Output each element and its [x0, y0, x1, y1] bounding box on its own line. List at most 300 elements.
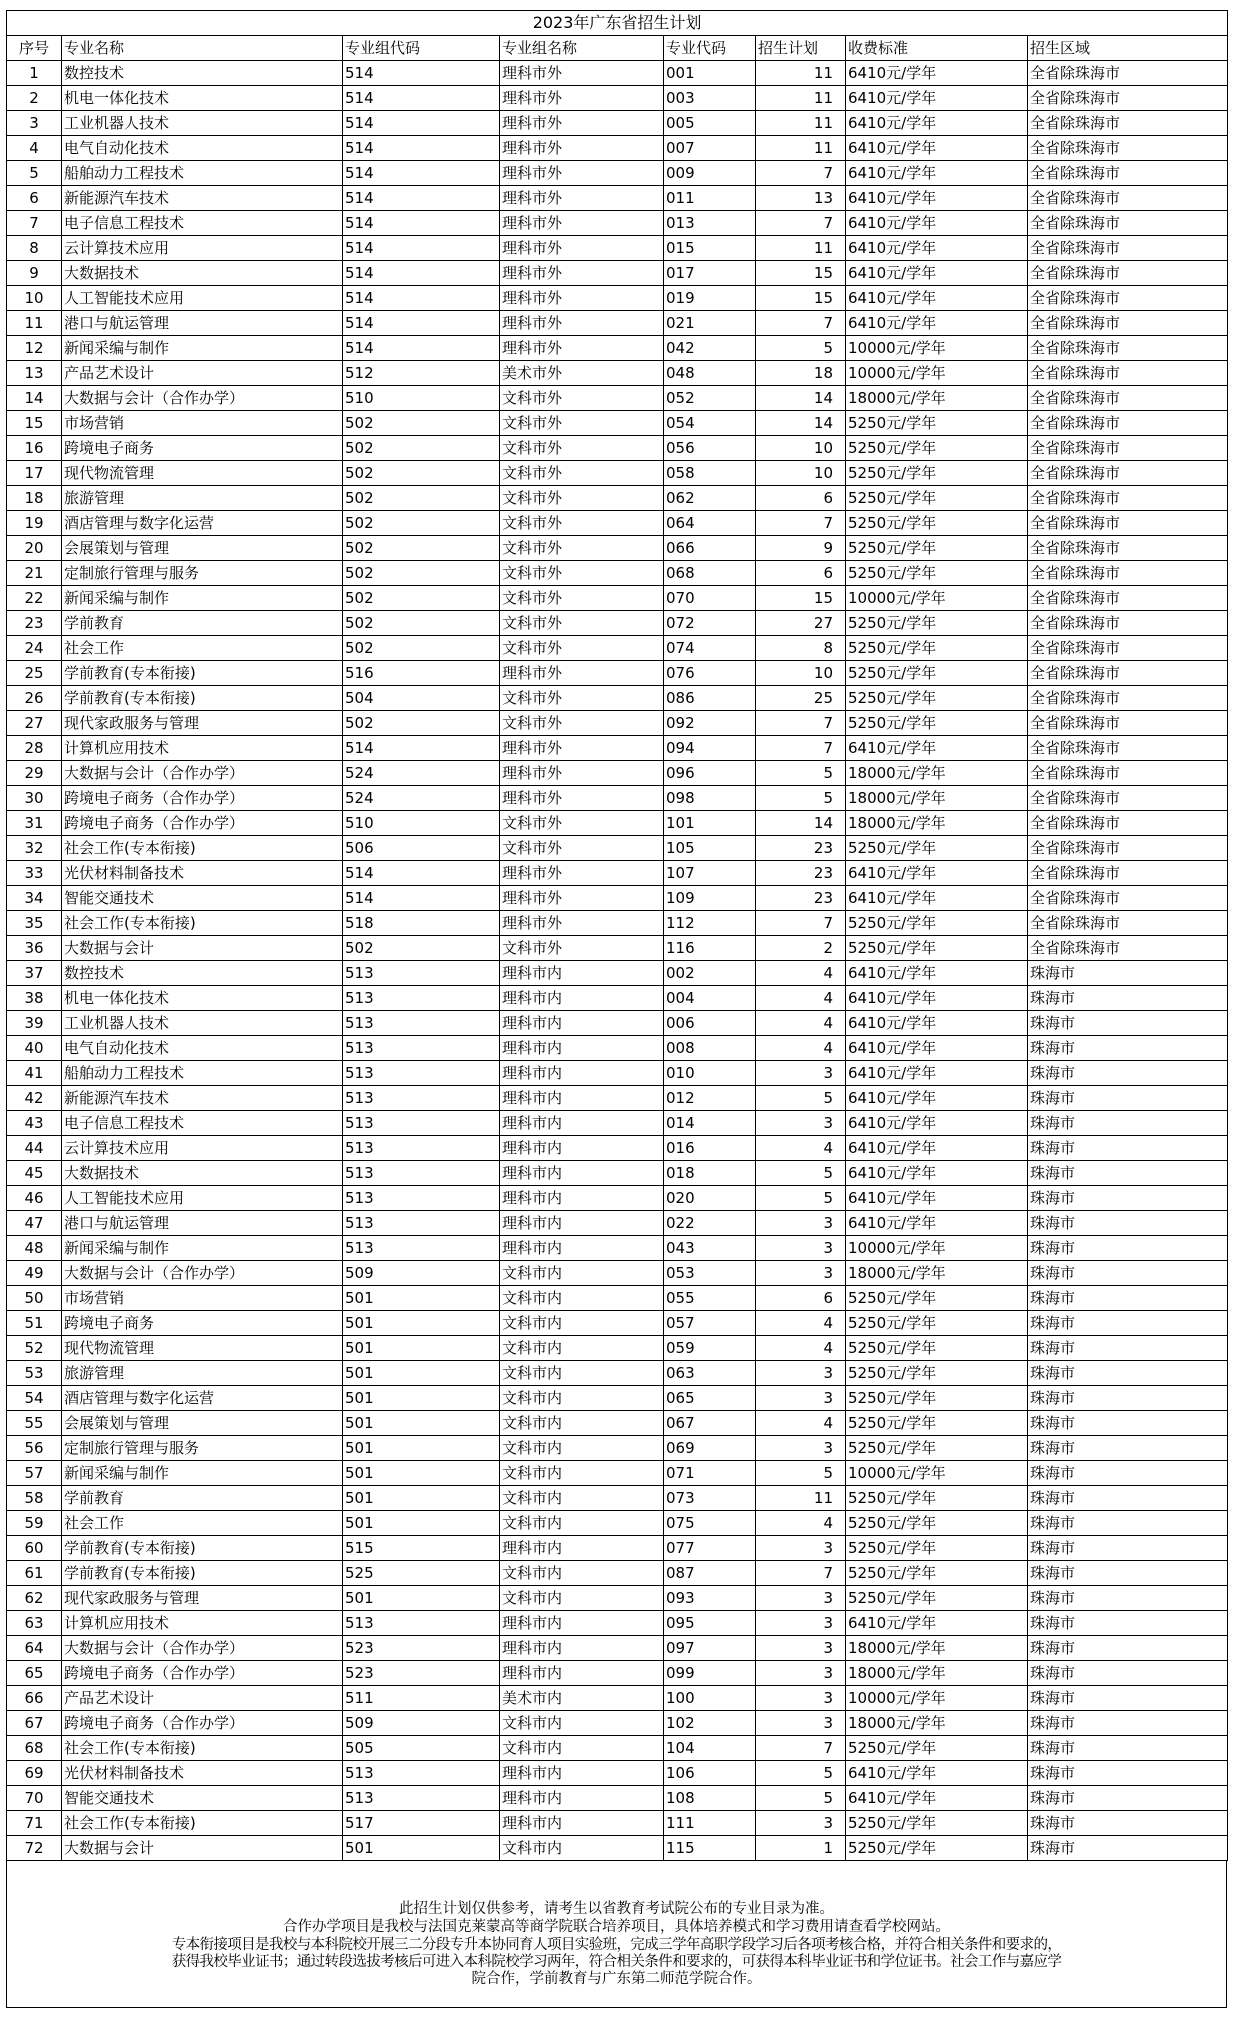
- cell-fee: 5250元/学年: [846, 461, 1028, 486]
- cell-index: 65: [7, 1661, 62, 1686]
- cell-index: 72: [7, 1836, 62, 1861]
- cell-group-code: 502: [343, 436, 500, 461]
- cell-group-code: 514: [343, 61, 500, 86]
- cell-major-code: 012: [664, 1086, 756, 1111]
- cell-group-code: 513: [343, 1761, 500, 1786]
- cell-major-code: 100: [664, 1686, 756, 1711]
- table-row: [7, 1236, 1228, 1261]
- cell-index: 38: [7, 986, 62, 1011]
- table-row: [7, 286, 1228, 311]
- cell-fee: 5250元/学年: [846, 836, 1028, 861]
- header-row: [7, 36, 1228, 61]
- cell-group-code: 501: [343, 1386, 500, 1411]
- cell-plan-count: 5: [756, 1161, 846, 1186]
- cell-group-code: 514: [343, 336, 500, 361]
- header-major-name: 专业名称: [62, 36, 343, 61]
- cell-plan-count: 3: [756, 1211, 846, 1236]
- cell-group-name: 理科市外: [500, 261, 664, 286]
- cell-major-code: 052: [664, 386, 756, 411]
- table-row: [7, 1811, 1228, 1836]
- cell-group-name: 文科市外: [500, 511, 664, 536]
- cell-major-code: 066: [664, 536, 756, 561]
- table-row: [7, 736, 1228, 761]
- enrollment-plan-sheet: [6, 10, 1227, 2008]
- cell-region: 珠海市: [1028, 1086, 1228, 1111]
- cell-fee: 6410元/学年: [846, 1611, 1028, 1636]
- cell-index: 19: [7, 511, 62, 536]
- table-row: [7, 1186, 1228, 1211]
- cell-index: 12: [7, 336, 62, 361]
- cell-major-code: 105: [664, 836, 756, 861]
- cell-fee: 6410元/学年: [846, 1186, 1028, 1211]
- cell-group-name: 文科市外: [500, 711, 664, 736]
- cell-major-code: 063: [664, 1361, 756, 1386]
- cell-region: 珠海市: [1028, 1311, 1228, 1336]
- cell-group-code: 514: [343, 186, 500, 211]
- cell-fee: 5250元/学年: [846, 911, 1028, 936]
- cell-group-name: 文科市内: [500, 1486, 664, 1511]
- cell-fee: 6410元/学年: [846, 211, 1028, 236]
- table-row: [7, 1436, 1228, 1461]
- cell-major-name: 现代家政服务与管理: [62, 711, 343, 736]
- cell-major-name: 现代物流管理: [62, 1336, 343, 1361]
- cell-region: 全省除珠海市: [1028, 636, 1228, 661]
- cell-group-code: 502: [343, 586, 500, 611]
- cell-index: 36: [7, 936, 62, 961]
- cell-region: 全省除珠海市: [1028, 461, 1228, 486]
- cell-region: 珠海市: [1028, 1636, 1228, 1661]
- cell-group-code: 513: [343, 986, 500, 1011]
- cell-plan-count: 7: [756, 161, 846, 186]
- table-row: [7, 1636, 1228, 1661]
- cell-group-name: 理科市内: [500, 1186, 664, 1211]
- cell-major-code: 074: [664, 636, 756, 661]
- cell-major-name: 社会工作(专本衔接): [62, 1811, 343, 1836]
- cell-region: 珠海市: [1028, 1336, 1228, 1361]
- cell-region: 珠海市: [1028, 1561, 1228, 1586]
- cell-plan-count: 3: [756, 1261, 846, 1286]
- cell-region: 珠海市: [1028, 1286, 1228, 1311]
- cell-major-name: 大数据与会计（合作办学）: [62, 386, 343, 411]
- table-row: [7, 61, 1228, 86]
- cell-plan-count: 10: [756, 461, 846, 486]
- cell-region: 珠海市: [1028, 1411, 1228, 1436]
- cell-major-code: 095: [664, 1611, 756, 1636]
- cell-region: 全省除珠海市: [1028, 86, 1228, 111]
- cell-group-name: 文科市内: [500, 1261, 664, 1286]
- cell-index: 21: [7, 561, 62, 586]
- cell-fee: 18000元/学年: [846, 1636, 1028, 1661]
- cell-group-name: 理科市外: [500, 111, 664, 136]
- cell-major-code: 018: [664, 1161, 756, 1186]
- note-line: 合作办学项目是我校与法国克莱蒙高等商学院联合培养项目，具体培养模式和学习费用请查看学校网站。: [283, 1919, 950, 1935]
- cell-fee: 6410元/学年: [846, 86, 1028, 111]
- cell-plan-count: 11: [756, 236, 846, 261]
- cell-major-code: 011: [664, 186, 756, 211]
- cell-group-code: 502: [343, 936, 500, 961]
- cell-plan-count: 11: [756, 1486, 846, 1511]
- cell-group-code: 524: [343, 786, 500, 811]
- cell-fee: 5250元/学年: [846, 486, 1028, 511]
- cell-region: 全省除珠海市: [1028, 311, 1228, 336]
- cell-group-name: 理科市外: [500, 161, 664, 186]
- cell-major-code: 073: [664, 1486, 756, 1511]
- cell-region: 全省除珠海市: [1028, 586, 1228, 611]
- cell-fee: 5250元/学年: [846, 1336, 1028, 1361]
- cell-fee: 6410元/学年: [846, 1086, 1028, 1111]
- cell-group-name: 文科市外: [500, 436, 664, 461]
- table-row: [7, 561, 1228, 586]
- table-row: [7, 1836, 1228, 1861]
- cell-index: 24: [7, 636, 62, 661]
- table-row: [7, 1611, 1228, 1636]
- cell-major-name: 计算机应用技术: [62, 736, 343, 761]
- cell-fee: 10000元/学年: [846, 1236, 1028, 1261]
- cell-group-code: 513: [343, 1236, 500, 1261]
- cell-index: 45: [7, 1161, 62, 1186]
- table-row: [7, 1411, 1228, 1436]
- cell-group-code: 505: [343, 1736, 500, 1761]
- cell-group-name: 理科市外: [500, 761, 664, 786]
- cell-group-name: 文科市外: [500, 686, 664, 711]
- cell-group-code: 501: [343, 1361, 500, 1386]
- table-row: [7, 936, 1228, 961]
- cell-region: 珠海市: [1028, 1011, 1228, 1036]
- cell-index: 9: [7, 261, 62, 286]
- cell-major-name: 旅游管理: [62, 486, 343, 511]
- cell-major-name: 船舶动力工程技术: [62, 161, 343, 186]
- cell-group-code: 513: [343, 1036, 500, 1061]
- cell-major-code: 116: [664, 936, 756, 961]
- table-row: [7, 636, 1228, 661]
- note-line: 此招生计划仅供参考，请考生以省教育考试院公布的专业目录为准。: [399, 1901, 834, 1917]
- cell-group-name: 理科市外: [500, 861, 664, 886]
- cell-major-name: 大数据技术: [62, 261, 343, 286]
- cell-index: 29: [7, 761, 62, 786]
- cell-index: 28: [7, 736, 62, 761]
- cell-fee: 18000元/学年: [846, 811, 1028, 836]
- table-row: [7, 1761, 1228, 1786]
- cell-group-name: 理科市内: [500, 1811, 664, 1836]
- cell-group-name: 文科市外: [500, 386, 664, 411]
- cell-major-code: 010: [664, 1061, 756, 1086]
- cell-region: 珠海市: [1028, 986, 1228, 1011]
- cell-group-name: 文科市内: [500, 1561, 664, 1586]
- cell-fee: 5250元/学年: [846, 611, 1028, 636]
- cell-group-code: 514: [343, 261, 500, 286]
- cell-plan-count: 5: [756, 1761, 846, 1786]
- cell-region: 珠海市: [1028, 1361, 1228, 1386]
- table-row: [7, 436, 1228, 461]
- cell-index: 23: [7, 611, 62, 636]
- cell-region: 珠海市: [1028, 1461, 1228, 1486]
- cell-group-code: 515: [343, 1536, 500, 1561]
- cell-group-name: 理科市内: [500, 1211, 664, 1236]
- cell-plan-count: 10: [756, 436, 846, 461]
- cell-plan-count: 3: [756, 1236, 846, 1261]
- cell-fee: 5250元/学年: [846, 661, 1028, 686]
- cell-index: 64: [7, 1636, 62, 1661]
- cell-plan-count: 4: [756, 986, 846, 1011]
- cell-major-code: 001: [664, 61, 756, 86]
- cell-major-code: 068: [664, 561, 756, 586]
- cell-index: 71: [7, 1811, 62, 1836]
- cell-plan-count: 4: [756, 1011, 846, 1036]
- cell-plan-count: 10: [756, 661, 846, 686]
- cell-plan-count: 4: [756, 1411, 846, 1436]
- cell-fee: 6410元/学年: [846, 261, 1028, 286]
- cell-index: 2: [7, 86, 62, 111]
- enrollment-table: [6, 10, 1228, 1861]
- cell-fee: 5250元/学年: [846, 1561, 1028, 1586]
- cell-region: 全省除珠海市: [1028, 261, 1228, 286]
- cell-group-code: 509: [343, 1261, 500, 1286]
- cell-index: 63: [7, 1611, 62, 1636]
- cell-plan-count: 2: [756, 936, 846, 961]
- cell-group-code: 514: [343, 886, 500, 911]
- cell-index: 51: [7, 1311, 62, 1336]
- cell-major-code: 017: [664, 261, 756, 286]
- cell-major-name: 学前教育: [62, 611, 343, 636]
- cell-group-name: 文科市外: [500, 486, 664, 511]
- cell-major-code: 098: [664, 786, 756, 811]
- cell-group-name: 理科市外: [500, 886, 664, 911]
- cell-fee: 18000元/学年: [846, 1261, 1028, 1286]
- cell-fee: 6410元/学年: [846, 1011, 1028, 1036]
- cell-major-name: 智能交通技术: [62, 1786, 343, 1811]
- cell-index: 11: [7, 311, 62, 336]
- cell-fee: 5250元/学年: [846, 686, 1028, 711]
- cell-index: 61: [7, 1561, 62, 1586]
- cell-plan-count: 5: [756, 1186, 846, 1211]
- table-row: [7, 1061, 1228, 1086]
- cell-index: 16: [7, 436, 62, 461]
- cell-fee: 6410元/学年: [846, 61, 1028, 86]
- cell-index: 52: [7, 1336, 62, 1361]
- cell-group-code: 512: [343, 361, 500, 386]
- cell-major-name: 跨境电子商务（合作办学）: [62, 786, 343, 811]
- cell-major-code: 070: [664, 586, 756, 611]
- cell-region: 珠海市: [1028, 1486, 1228, 1511]
- cell-region: 全省除珠海市: [1028, 811, 1228, 836]
- cell-group-name: 文科市外: [500, 461, 664, 486]
- table-row: [7, 961, 1228, 986]
- cell-group-code: 516: [343, 661, 500, 686]
- cell-index: 49: [7, 1261, 62, 1286]
- table-row: [7, 536, 1228, 561]
- cell-group-code: 502: [343, 711, 500, 736]
- note-line: 院合作，学前教育与广东第二师范学院合作。: [471, 1971, 762, 1987]
- cell-fee: 5250元/学年: [846, 1311, 1028, 1336]
- cell-group-code: 518: [343, 911, 500, 936]
- cell-group-name: 理科市内: [500, 1011, 664, 1036]
- cell-group-code: 514: [343, 136, 500, 161]
- cell-group-code: 513: [343, 961, 500, 986]
- cell-major-name: 数控技术: [62, 961, 343, 986]
- cell-major-name: 酒店管理与数字化运营: [62, 511, 343, 536]
- cell-region: 全省除珠海市: [1028, 286, 1228, 311]
- cell-group-name: 文科市内: [500, 1386, 664, 1411]
- cell-plan-count: 4: [756, 1511, 846, 1536]
- table-row: [7, 686, 1228, 711]
- cell-index: 66: [7, 1686, 62, 1711]
- cell-fee: 18000元/学年: [846, 386, 1028, 411]
- cell-fee: 5250元/学年: [846, 1411, 1028, 1436]
- cell-major-name: 港口与航运管理: [62, 311, 343, 336]
- cell-group-name: 美术市外: [500, 361, 664, 386]
- cell-index: 41: [7, 1061, 62, 1086]
- cell-major-code: 013: [664, 211, 756, 236]
- cell-plan-count: 3: [756, 1111, 846, 1136]
- table-row: [7, 1786, 1228, 1811]
- cell-major-code: 102: [664, 1711, 756, 1736]
- table-row: [7, 1711, 1228, 1736]
- cell-fee: 5250元/学年: [846, 1811, 1028, 1836]
- cell-group-name: 文科市外: [500, 636, 664, 661]
- cell-group-name: 理科市外: [500, 311, 664, 336]
- cell-group-code: 513: [343, 1211, 500, 1236]
- cell-region: 全省除珠海市: [1028, 761, 1228, 786]
- cell-major-code: 005: [664, 111, 756, 136]
- table-row: [7, 261, 1228, 286]
- cell-major-name: 新闻采编与制作: [62, 1236, 343, 1261]
- table-row: [7, 161, 1228, 186]
- header-index: 序号: [7, 36, 62, 61]
- cell-region: 珠海市: [1028, 1061, 1228, 1086]
- table-row: [7, 336, 1228, 361]
- cell-plan-count: 4: [756, 961, 846, 986]
- cell-region: 全省除珠海市: [1028, 536, 1228, 561]
- cell-fee: 18000元/学年: [846, 1661, 1028, 1686]
- cell-group-code: 501: [343, 1286, 500, 1311]
- cell-region: 全省除珠海市: [1028, 711, 1228, 736]
- cell-plan-count: 11: [756, 136, 846, 161]
- cell-major-name: 产品艺术设计: [62, 361, 343, 386]
- cell-fee: 5250元/学年: [846, 1436, 1028, 1461]
- cell-major-code: 075: [664, 1511, 756, 1536]
- table-row: [7, 886, 1228, 911]
- cell-major-code: 043: [664, 1236, 756, 1261]
- cell-plan-count: 7: [756, 711, 846, 736]
- cell-major-name: 社会工作(专本衔接): [62, 1736, 343, 1761]
- cell-plan-count: 15: [756, 261, 846, 286]
- cell-major-name: 现代家政服务与管理: [62, 1586, 343, 1611]
- cell-group-name: 理科市外: [500, 286, 664, 311]
- cell-major-code: 065: [664, 1386, 756, 1411]
- cell-major-name: 大数据与会计（合作办学）: [62, 1261, 343, 1286]
- table-row: [7, 311, 1228, 336]
- cell-plan-count: 18: [756, 361, 846, 386]
- cell-plan-count: 27: [756, 611, 846, 636]
- cell-plan-count: 6: [756, 1286, 846, 1311]
- cell-group-name: 文科市内: [500, 1711, 664, 1736]
- cell-fee: 6410元/学年: [846, 1061, 1028, 1086]
- cell-plan-count: 15: [756, 586, 846, 611]
- cell-group-code: 502: [343, 411, 500, 436]
- cell-index: 48: [7, 1236, 62, 1261]
- cell-fee: 6410元/学年: [846, 286, 1028, 311]
- cell-group-name: 文科市内: [500, 1461, 664, 1486]
- cell-major-name: 跨境电子商务（合作办学）: [62, 811, 343, 836]
- cell-index: 54: [7, 1386, 62, 1411]
- cell-major-code: 069: [664, 1436, 756, 1461]
- cell-plan-count: 14: [756, 811, 846, 836]
- cell-plan-count: 4: [756, 1136, 846, 1161]
- header-group-name: 专业组名称: [500, 36, 664, 61]
- cell-region: 全省除珠海市: [1028, 886, 1228, 911]
- cell-index: 27: [7, 711, 62, 736]
- cell-major-code: 006: [664, 1011, 756, 1036]
- cell-plan-count: 7: [756, 211, 846, 236]
- cell-fee: 6410元/学年: [846, 1211, 1028, 1236]
- cell-fee: 5250元/学年: [846, 1486, 1028, 1511]
- cell-index: 68: [7, 1736, 62, 1761]
- cell-group-code: 513: [343, 1011, 500, 1036]
- cell-region: 珠海市: [1028, 1836, 1228, 1861]
- cell-region: 珠海市: [1028, 1386, 1228, 1411]
- cell-group-name: 理科市内: [500, 1111, 664, 1136]
- table-row: [7, 1461, 1228, 1486]
- cell-group-name: 理科市内: [500, 1036, 664, 1061]
- cell-group-name: 理科市内: [500, 1136, 664, 1161]
- header-fee: 收费标准: [846, 36, 1028, 61]
- cell-group-name: 理科市内: [500, 1086, 664, 1111]
- cell-plan-count: 7: [756, 511, 846, 536]
- cell-major-code: 042: [664, 336, 756, 361]
- cell-group-name: 理科市内: [500, 1786, 664, 1811]
- cell-plan-count: 3: [756, 1811, 846, 1836]
- cell-major-code: 064: [664, 511, 756, 536]
- cell-group-code: 523: [343, 1636, 500, 1661]
- cell-group-name: 文科市外: [500, 936, 664, 961]
- cell-major-code: 071: [664, 1461, 756, 1486]
- cell-fee: 5250元/学年: [846, 511, 1028, 536]
- cell-group-name: 文科市外: [500, 811, 664, 836]
- table-row: [7, 1536, 1228, 1561]
- cell-fee: 6410元/学年: [846, 861, 1028, 886]
- cell-plan-count: 7: [756, 1561, 846, 1586]
- cell-plan-count: 4: [756, 1336, 846, 1361]
- cell-index: 15: [7, 411, 62, 436]
- cell-plan-count: 5: [756, 336, 846, 361]
- cell-region: 全省除珠海市: [1028, 61, 1228, 86]
- table-row: [7, 1111, 1228, 1136]
- cell-index: 43: [7, 1111, 62, 1136]
- cell-region: 珠海市: [1028, 1686, 1228, 1711]
- header-major-code: 专业代码: [664, 36, 756, 61]
- cell-major-code: 108: [664, 1786, 756, 1811]
- cell-plan-count: 3: [756, 1661, 846, 1686]
- cell-major-name: 新闻采编与制作: [62, 586, 343, 611]
- cell-plan-count: 23: [756, 861, 846, 886]
- cell-index: 47: [7, 1211, 62, 1236]
- cell-index: 56: [7, 1436, 62, 1461]
- cell-index: 53: [7, 1361, 62, 1386]
- cell-major-code: 111: [664, 1811, 756, 1836]
- cell-group-code: 514: [343, 86, 500, 111]
- cell-group-name: 文科市外: [500, 836, 664, 861]
- cell-index: 60: [7, 1536, 62, 1561]
- cell-index: 8: [7, 236, 62, 261]
- cell-index: 14: [7, 386, 62, 411]
- cell-region: 珠海市: [1028, 1111, 1228, 1136]
- cell-region: 全省除珠海市: [1028, 786, 1228, 811]
- cell-plan-count: 5: [756, 1461, 846, 1486]
- cell-index: 26: [7, 686, 62, 711]
- table-row: [7, 1686, 1228, 1711]
- cell-region: 珠海市: [1028, 1586, 1228, 1611]
- cell-major-code: 054: [664, 411, 756, 436]
